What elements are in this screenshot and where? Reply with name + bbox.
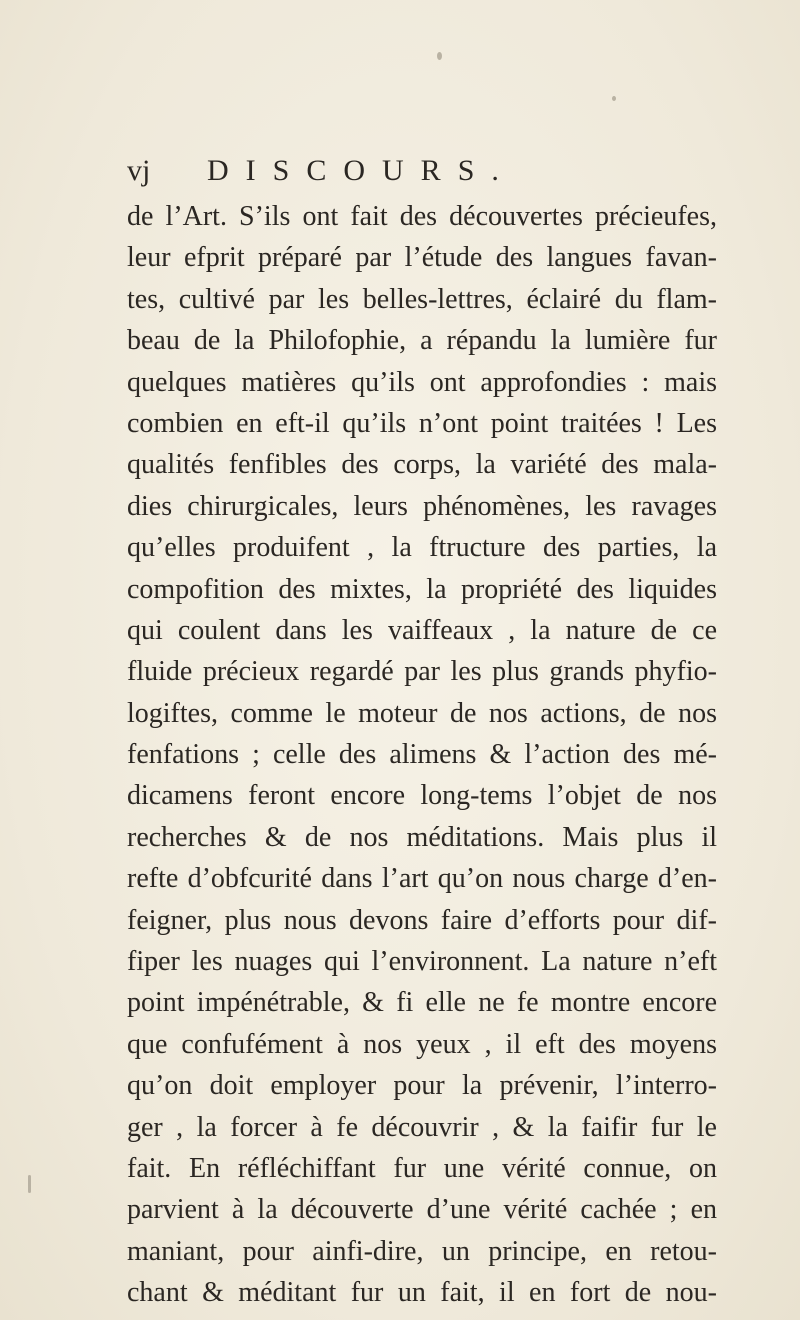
ink-speck [437,52,442,60]
text-line: quelques matières qu’ils ont approfondies : mais [127,366,717,398]
text-line: feigner, plus nous devons faire d’efforts pour dif- [127,904,717,936]
page-number: vj [127,154,151,187]
text-line: leur efprit préparé par l’étude des langues favan- [127,242,717,274]
text-line: qu’elles produifent , la ftructure des parties, la [127,532,717,564]
ink-speck [612,96,616,101]
text-line: fluide précieux regardé par les plus grands phyfio- [127,656,717,688]
text-line: combien en eft-il qu’ils n’ont point traitées ! Les [127,407,717,439]
text-line: que confufément à nos yeux , il eft des moyens [127,1028,717,1060]
text-line: dies chirurgicales, leurs phénomènes, les ravages [127,490,717,522]
text-line: parvient à la découverte d’une vérité cachée ; en [127,1194,717,1226]
text-line: maniant, pour ainfi-dire, un principe, en retou- [127,1235,717,1267]
text-line: recherches & de nos méditations. Mais plus il [127,821,717,853]
text-line: logiftes, comme le moteur de nos actions, de nos [127,697,717,729]
page-header [127,154,687,194]
text-line: qui coulent dans les vaiffeaux , la nature de ce [127,614,717,646]
text-line: point impénétrable, & fi elle ne fe montre encore [127,987,717,1019]
text-line: refte d’obfcurité dans l’art qu’on nous charge d’en- [127,863,717,895]
text-line: qu’on doit employer pour la prévenir, l’interro- [127,1070,717,1102]
text-line: ger , la forcer à fe découvrir , & la faifir fur le [127,1111,717,1143]
text-line: dicamens feront encore long-tems l’objet de nos [127,780,717,812]
running-head: DISCOURS. [207,154,516,187]
text-line: fait. En réfléchiffant fur une vérité connue, on [127,1152,717,1184]
ink-speck [28,1175,31,1193]
body-text [127,196,717,1314]
text-line: compofition des mixtes, la propriété des liquides [127,573,717,605]
text-line: chant & méditant fur un fait, il en fort de nou- [127,1277,717,1309]
text-line: qualités fenfibles des corps, la variété des mala- [127,449,717,481]
text-line: fiper les nuages qui l’environnent. La nature n’eft [127,946,717,978]
text-line: tes, cultivé par les belles-lettres, éclairé du flam- [127,283,717,315]
text-line: fenfations ; celle des alimens & l’action des mé- [127,739,717,771]
text-line: beau de la Philofophie, a répandu la lumière fur [127,325,717,357]
text-line: de l’Art. S’ils ont fait des découvertes précieufes, [127,201,717,232]
